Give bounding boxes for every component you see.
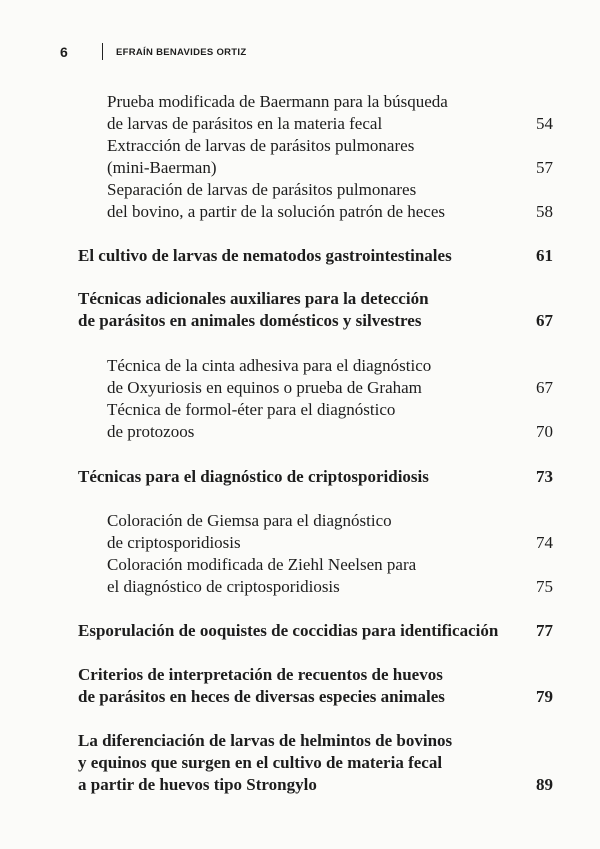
toc-entry — [107, 355, 553, 399]
toc-entry-line: El cultivo de larvas de nematodos gastrointestinales — [78, 246, 452, 265]
toc-entry-line: Técnica de formol-éter para el diagnóstico — [107, 400, 396, 419]
toc-entry-page: 79 — [536, 687, 553, 706]
toc-entry-line: Extracción de larvas de parásitos pulmonares — [107, 136, 415, 155]
toc-entry — [78, 466, 553, 488]
header-divider — [102, 43, 103, 60]
toc-entry-page: 58 — [536, 202, 553, 221]
toc-entry — [78, 245, 553, 267]
toc-entry-page: 73 — [536, 467, 553, 486]
toc-entry-page: 67 — [536, 378, 553, 397]
toc-entry-line: de Oxyuriosis en equinos o prueba de Graham — [107, 378, 422, 397]
toc-entry-page: 77 — [536, 621, 553, 640]
toc-entry-line: Coloración de Giemsa para el diagnóstico — [107, 511, 392, 530]
toc-entry-line: Prueba modificada de Baermann para la búsqueda — [107, 92, 448, 111]
toc-entry-line: de criptosporidiosis — [107, 533, 241, 552]
toc-entry-line: La diferenciación de larvas de helmintos de bovinos — [78, 731, 453, 750]
toc-entry — [107, 179, 553, 223]
toc-entry — [107, 554, 553, 598]
toc-entry — [107, 135, 553, 179]
toc-entry-line: Técnica de la cinta adhesiva para el diagnóstico — [107, 356, 432, 375]
toc-entry-page: 67 — [536, 311, 553, 330]
toc-entry-line: de protozoos — [107, 422, 195, 441]
toc-entry-page: 74 — [536, 533, 553, 552]
toc-entry-line: de larvas de parásitos en la materia fecal — [107, 114, 383, 133]
toc-entry-line: Coloración modificada de Ziehl Neelsen para — [107, 555, 417, 574]
toc-entry-page: 57 — [536, 158, 553, 177]
toc-entry-line: de parásitos en heces de diversas especies animales — [78, 687, 445, 706]
toc-entry — [78, 288, 553, 332]
toc-entry — [78, 730, 553, 796]
toc-entry-page: 75 — [536, 577, 553, 596]
toc-entry-line: de parásitos en animales domésticos y silvestres — [78, 311, 422, 330]
toc-entry-line: Separación de larvas de parásitos pulmonares — [107, 180, 417, 199]
toc-entry-line: del bovino, a partir de la solución patrón de heces — [107, 202, 445, 221]
toc-entry — [78, 664, 553, 708]
toc-entry — [107, 399, 553, 443]
toc-entry-line: y equinos que surgen en el cultivo de materia fecal — [78, 753, 443, 772]
toc-entry-line: (mini-Baerman) — [107, 158, 217, 177]
toc-entry-line: el diagnóstico de criptosporidiosis — [107, 577, 340, 596]
toc-entry-page: 54 — [536, 114, 553, 133]
toc-entry-page: 70 — [536, 422, 553, 441]
running-header-author: EFRAÍN BENAVIDES ORTIZ — [116, 47, 247, 58]
toc-entry — [107, 510, 553, 554]
toc-entry — [78, 620, 553, 642]
toc-entry — [107, 91, 553, 135]
page-number: 6 — [60, 44, 68, 60]
toc-entry-line: Técnicas adicionales auxiliares para la detección — [78, 289, 429, 308]
toc-entry-line: a partir de huevos tipo Strongylo — [78, 775, 317, 794]
toc-entry-line: Técnicas para el diagnóstico de criptosporidiosis — [78, 467, 429, 486]
toc-entry-line: Esporulación de ooquistes de coccidias para identificación — [78, 621, 499, 640]
toc-entry-page: 89 — [536, 775, 553, 794]
toc-entry-line: Criterios de interpretación de recuentos de huevos — [78, 665, 443, 684]
toc-entry-page: 61 — [536, 246, 553, 265]
